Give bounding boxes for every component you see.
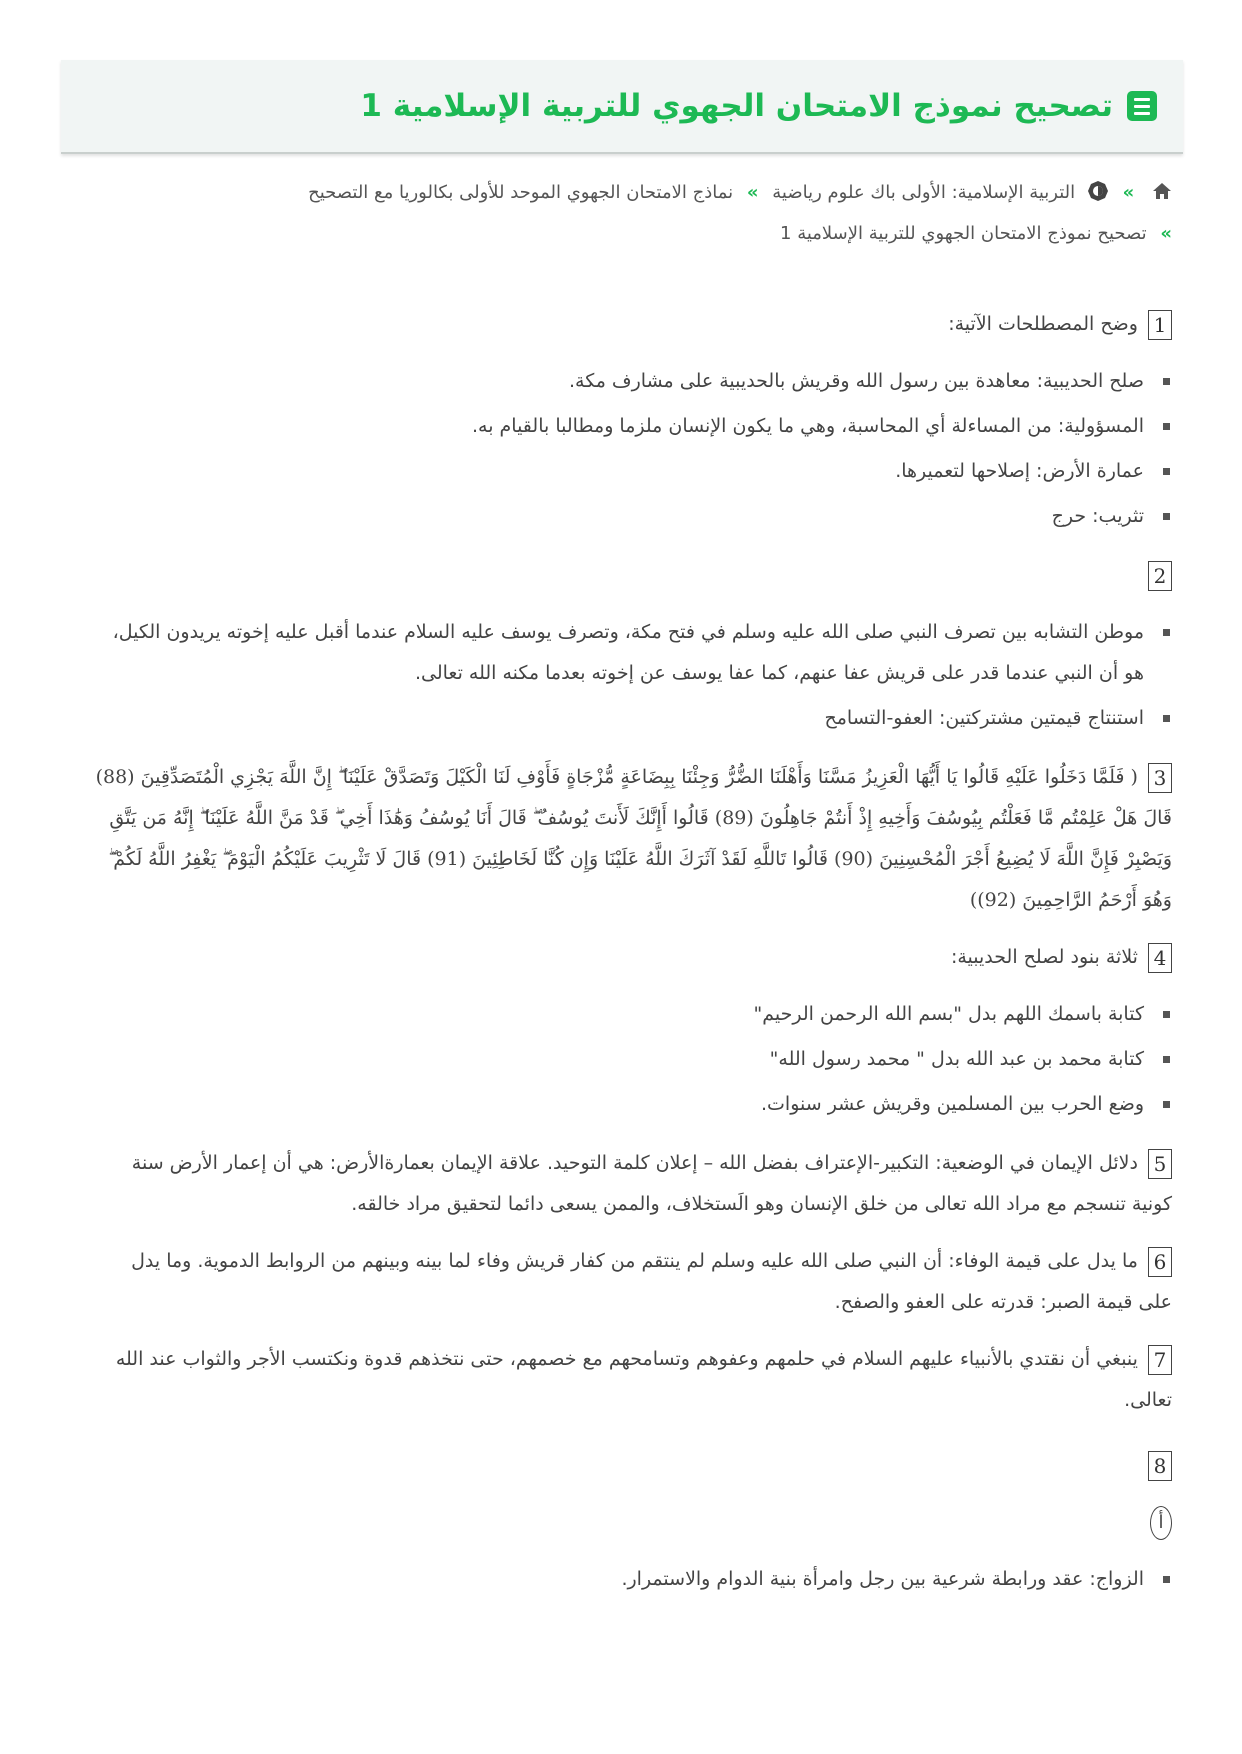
question-heading: وضح المصطلحات الآتية:	[948, 313, 1138, 335]
list-item: استنتاج قيمتين مشتركتين: العفو-التسامح	[94, 698, 1172, 739]
question-1	[94, 304, 1172, 345]
breadcrumb-current: تصحيح نموذج الامتحان الجهوي للتربية الإسلامية 1	[780, 223, 1147, 244]
question-6	[94, 1241, 1172, 1323]
document-icon	[1127, 91, 1157, 121]
breadcrumb-category-link[interactable]: التربية الإسلامية: الأولى باك علوم رياضية	[772, 182, 1076, 203]
question-7	[94, 1339, 1172, 1421]
page-title: تصحيح نموذج الامتحان الجهوي للتربية الإسلامية 1	[360, 87, 1113, 124]
question-number: 8	[1148, 1451, 1172, 1481]
question-number: 5	[1148, 1149, 1172, 1179]
list-item: كتابة باسمك اللهم بدل "بسم الله الرحمن الرحيم"	[94, 994, 1172, 1035]
question-2	[94, 555, 1172, 596]
category-icon	[1087, 180, 1109, 202]
list-item: موطن التشابه بين تصرف النبي صلى الله عليه وسلم في فتح مكة، وتصرف يوسف عليه السلام عندما أقبل عليه إخوته يريدون الكيل، هو أن النبي عندما قدر على قريش عفا عنهم، كما عفا يوسف عن إخوته بعدما مكنه الله تعالى.	[94, 612, 1172, 694]
question-heading: ثلاثة بنود لصلح الحديبية:	[950, 946, 1138, 968]
list-item: عمارة الأرض: إصلاحها لتعميرها.	[94, 451, 1172, 492]
question-3	[94, 757, 1172, 921]
list-item: المسؤولية: من المساءلة أي المحاسبة، وهي ما يكون الإنسان ملزما ومطالبا بالقيام به.	[94, 406, 1172, 447]
question-4	[94, 937, 1172, 978]
answer-text: ينبغي أن نقتدي بالأنبياء عليهم السلام في حلمهم وعفوهم وتسامحهم مع خصمهم، حتى نتخذهم قدوة ونكتسب الأجر والثواب عند الله تعالى.	[115, 1348, 1172, 1411]
answer-text: ما يدل على قيمة الوفاء: أن النبي صلى الله عليه وسلم لم ينتقم من كفار قريش وفاء لما بينه وبينهم من الروابط الدموية. وما يدل على قيمة الصبر: قدرته على العفو والصفح.	[131, 1250, 1172, 1313]
list-item: الزواج: عقد ورابطة شرعية بين رجل وامرأة بنية الدوام والاستمرار.	[94, 1559, 1172, 1600]
breadcrumb-section-link[interactable]: نماذج الامتحان الجهوي الموحد للأولى بكالوريا مع التصحيح	[308, 182, 734, 203]
sub-question-label: أ	[1150, 1506, 1172, 1540]
question-5	[94, 1143, 1172, 1225]
question-number: 2	[1148, 561, 1172, 591]
quran-verses: ( فَلَمَّا دَخَلُوا عَلَيْهِ قَالُوا يَا أَيُّهَا الْعَزِيزُ مَسَّنَا وَأَهْلَنَا الضُّرُّ وَجِئْنَا بِبِضَاعَةٍ مُّزْجَاةٍ فَأَوْفِ لَنَا الْكَيْلَ وَتَصَدَّقْ عَلَيْنَا ۖ إِنَّ اللَّهَ يَجْزِي الْمُتَصَدِّقِينَ (88) قَالَ هَلْ عَلِمْتُم مَّا فَعَلْتُم بِيُوسُفَ وَأَخِيهِ إِذْ أَنتُمْ جَاهِلُونَ (89) قَالُوا أَإِنَّكَ لَأَنتَ يُوسُفُ ۖ قَالَ أَنَا يُوسُفُ وَهَٰذَا أَخِي ۖ قَدْ مَنَّ اللَّهُ عَلَيْنَا ۖ إِنَّهُ مَن يَتَّقِ وَيَصْبِرْ فَإِنَّ اللَّهَ لَا يُضِيعُ أَجْرَ الْمُحْسِنِينَ (90) قَالُوا تَاللَّهِ لَقَدْ آثَرَكَ اللَّهُ عَلَيْنَا وَإِن كُنَّا لَخَاطِئِينَ (91) قَالَ لَا تَثْرِيبَ عَلَيْكُمُ الْيَوْمَ ۖ يَغْفِرُ اللَّهُ لَكُمْ ۖ وَهُوَ أَرْحَمُ الرَّاحِمِينَ (92))	[95, 766, 1172, 911]
question-number: 3	[1148, 763, 1172, 793]
sub-question-a	[94, 1502, 1172, 1543]
breadcrumb-separator: »	[1122, 182, 1135, 203]
question-number: 7	[1148, 1345, 1172, 1375]
breadcrumb-separator: »	[746, 182, 759, 203]
breadcrumb	[72, 172, 1172, 254]
list-item: كتابة محمد بن عبد الله بدل " محمد رسول الله"	[94, 1039, 1172, 1080]
page-header	[61, 60, 1183, 154]
question-8	[94, 1445, 1172, 1486]
list-item: صلح الحديبية: معاهدة بين رسول الله وقريش بالحديبية على مشارف مكة.	[94, 361, 1172, 402]
question-number: 1	[1148, 310, 1172, 340]
q2-list	[94, 612, 1172, 739]
question-number: 4	[1148, 943, 1172, 973]
q1-list	[94, 361, 1172, 537]
q8-list	[94, 1559, 1172, 1600]
list-item: تثريب: حرج	[94, 496, 1172, 537]
list-item: وضع الحرب بين المسلمين وقريش عشر سنوات.	[94, 1084, 1172, 1125]
breadcrumb-separator: »	[1160, 223, 1172, 244]
answer-content	[94, 304, 1172, 1618]
question-number: 6	[1148, 1247, 1172, 1277]
q4-list	[94, 994, 1172, 1125]
answer-text: دلائل الإيمان في الوضعية: التكبير-الإعتراف بفضل الله – إعلان كلمة التوحيد. علاقة الإيمان بعمارةالأرض: هي أن إعمار الأرض سنة كونية تنسجم مع مراد الله تعالى من خلق الإنسان وهو الَستخلاف، والممن يسعى دائما لتحقيق مراد خالقه.	[131, 1152, 1172, 1215]
home-icon[interactable]	[1152, 182, 1172, 200]
